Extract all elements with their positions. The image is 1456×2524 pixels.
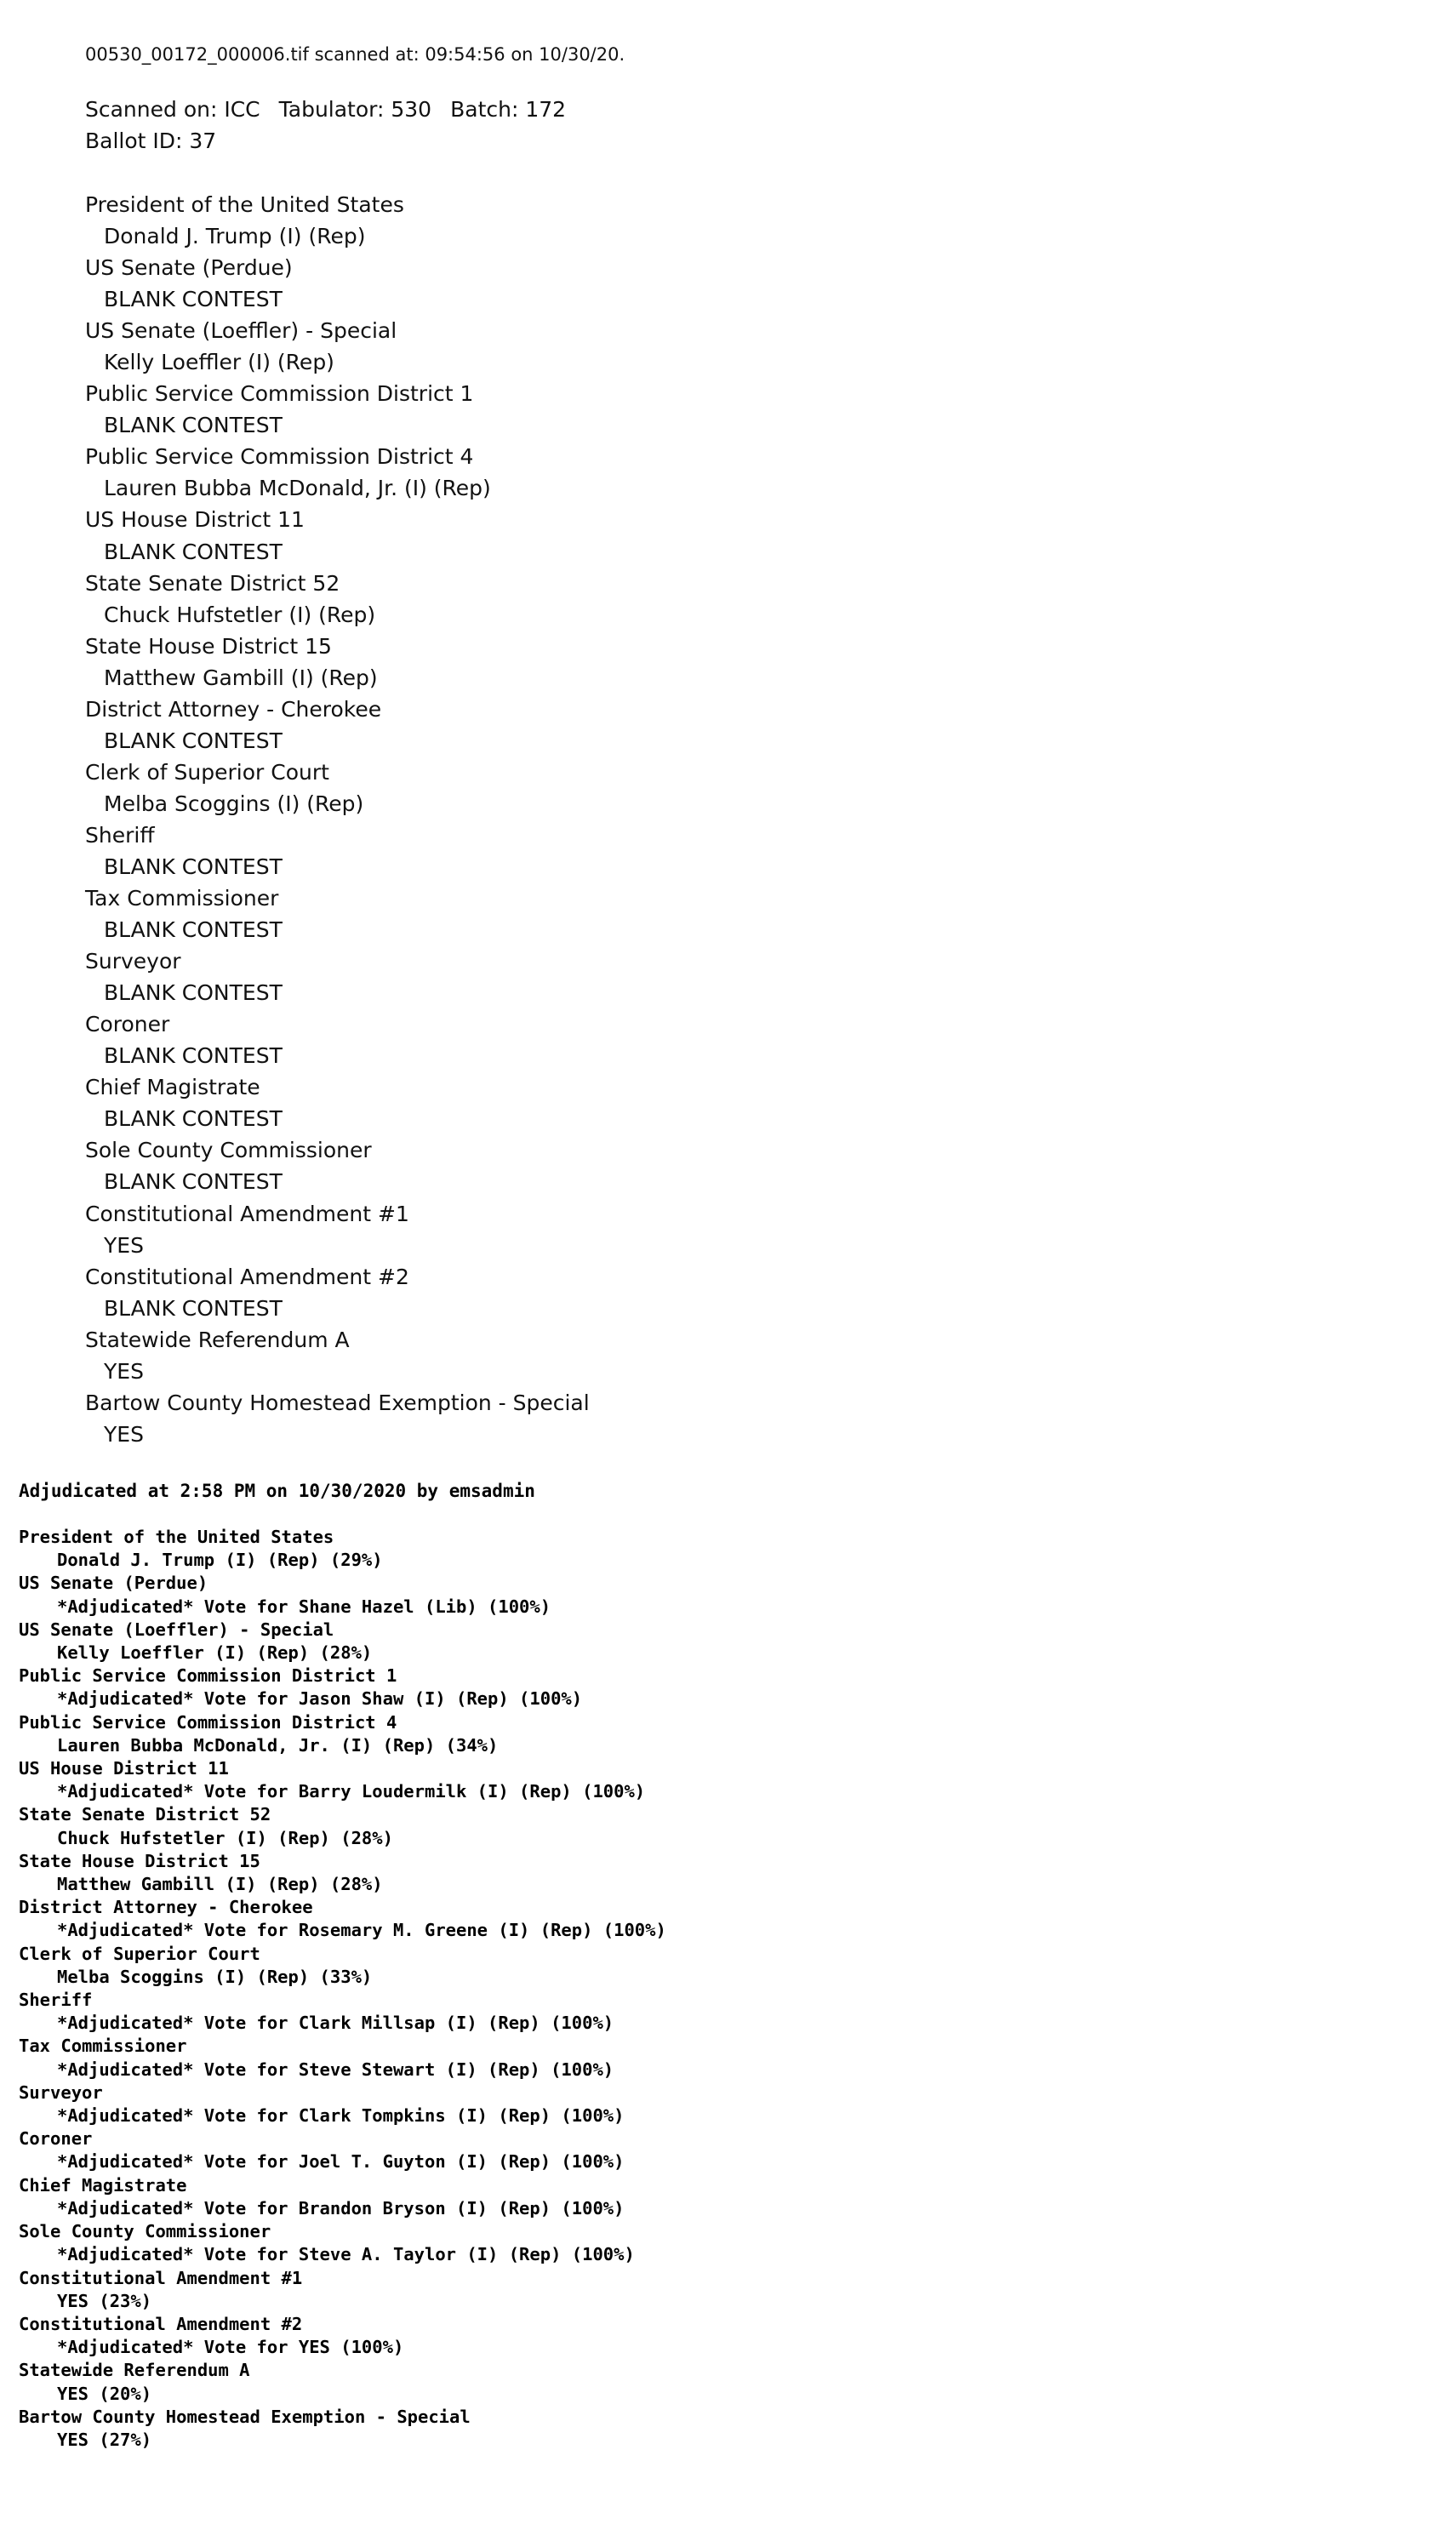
scan-contest-name: Chief Magistrate [85, 1075, 260, 1100]
adjudication-contest-name: Clerk of Superior Court [19, 1943, 260, 1964]
adjudication-contest-name: Constitutional Amendment #1 [19, 2267, 303, 2288]
scan-contest-name: Clerk of Superior Court [85, 759, 329, 785]
adjudication-contest-name: Constitutional Amendment #2 [19, 2313, 303, 2334]
scan-contest-name: Statewide Referendum A [85, 1327, 350, 1352]
adjudication-contest-choice: *Adjudicated* Vote for Clark Tompkins (I) (Rep) (100%) [57, 2105, 625, 2127]
adjudication-contest-choice: *Adjudicated* Vote for Barry Loudermilk (I) (Rep) (100%) [57, 1781, 646, 1802]
adjudication-contest-name: State Senate District 52 [19, 1804, 271, 1825]
adjudication-contest-name: US Senate (Loeffler) - Special [19, 1619, 334, 1640]
adjudication-contest-choice: *Adjudicated* Vote for Clark Millsap (I) (Rep) (100%) [57, 2013, 614, 2034]
scan-contest-name: Sheriff [85, 822, 155, 848]
adjudication-contest-choice: Matthew Gambill (I) (Rep) (28%) [57, 1874, 383, 1895]
adjudication-contest-choice: *Adjudicated* Vote for YES (100%) [57, 2337, 404, 2358]
adjudication-contest-choice: *Adjudicated* Vote for Shane Hazel (Lib) (100%) [57, 1596, 551, 1617]
scan-contest-choice: BLANK CONTEST [104, 1295, 283, 1321]
scan-meta-line [85, 94, 566, 125]
adjudication-contest-name: Chief Magistrate [19, 2174, 187, 2196]
adjudication-contest-name: Public Service Commission District 1 [19, 1665, 397, 1687]
adjudication-contest-name: Public Service Commission District 4 [19, 1711, 397, 1733]
scan-contest-name: US Senate (Perdue) [85, 255, 293, 281]
scan-contest-name: US Senate (Loeffler) - Special [85, 318, 397, 344]
adjudication-contest-choice: *Adjudicated* Vote for Joel T. Guyton (I) (Rep) (100%) [57, 2151, 625, 2173]
scan-contest-choice: BLANK CONTEST [104, 287, 283, 312]
ballot-id: Ballot ID: 37 [85, 128, 217, 153]
adjudication-contest-choice: YES (27%) [57, 2429, 152, 2450]
scan-contest-choice: BLANK CONTEST [104, 1043, 283, 1069]
scan-contest-name: Tax Commissioner [85, 886, 279, 911]
adjudication-header: Adjudicated at 2:58 PM on 10/30/2020 by emsadmin [19, 1481, 535, 1501]
adjudication-contest-name: US House District 11 [19, 1758, 229, 1779]
adjudication-contest-name: Bartow County Homestead Exemption - Special [19, 2406, 471, 2427]
scan-contest-choice: Chuck Hufstetler (I) (Rep) [104, 602, 376, 627]
adjudication-contest-choice: *Adjudicated* Vote for Brandon Bryson (I) (Rep) (100%) [57, 2197, 625, 2218]
scan-contest-name: Sole County Commissioner [85, 1138, 372, 1163]
scan-contest-choice: Lauren Bubba McDonald, Jr. (I) (Rep) [104, 476, 491, 501]
adjudication-contest-choice: Donald J. Trump (I) (Rep) (29%) [57, 1550, 383, 1571]
scan-contest-choice: YES [104, 1421, 144, 1447]
adjudication-contest-choice: Lauren Bubba McDonald, Jr. (I) (Rep) (34%) [57, 1734, 499, 1756]
adjudication-contest-choice: *Adjudicated* Vote for Steve Stewart (I) (Rep) (100%) [57, 2059, 614, 2080]
scan-contest-name: State Senate District 52 [85, 570, 340, 596]
scan-contest-name: US House District 11 [85, 507, 305, 533]
adjudication-contest-choice: Chuck Hufstetler (I) (Rep) (28%) [57, 1827, 393, 1848]
adjudication-contest-choice: YES (20%) [57, 2383, 152, 2404]
scan-contest-list [85, 189, 590, 1450]
scan-contest-name: Public Service Commission District 1 [85, 381, 474, 407]
scan-contest-name: Public Service Commission District 4 [85, 444, 474, 470]
scan-contest-choice: Donald J. Trump (I) (Rep) [104, 224, 366, 249]
scan-contest-name: Coroner [85, 1012, 170, 1037]
scan-contest-name: District Attorney - Cherokee [85, 696, 382, 722]
scan-contest-name: Surveyor [85, 949, 181, 974]
scan-contest-choice: BLANK CONTEST [104, 728, 283, 753]
scan-header: 00530_00172_000006.tif scanned at: 09:54:56 on 10/30/20. [85, 44, 625, 65]
adjudication-contest-name: President of the United States [19, 1527, 334, 1547]
scanned-on: Scanned on: ICC [85, 97, 260, 122]
scan-contest-choice: Matthew Gambill (I) (Rep) [104, 665, 378, 690]
adjudication-contest-name: Surveyor [19, 2081, 103, 2103]
scan-contest-name: Constitutional Amendment #2 [85, 1264, 409, 1289]
adjudication-contest-name: Sheriff [19, 1990, 93, 2011]
scan-contest-choice: BLANK CONTEST [104, 1106, 283, 1132]
scan-meta [85, 94, 566, 157]
adjudication-contest-choice: Kelly Loeffler (I) (Rep) (28%) [57, 1642, 373, 1664]
scan-contest-choice: BLANK CONTEST [104, 413, 283, 438]
tabulator: Tabulator: 530 [278, 97, 432, 122]
batch: Batch: 172 [450, 97, 567, 122]
scan-contest-choice: YES [104, 1358, 144, 1384]
scan-contest-choice: BLANK CONTEST [104, 854, 283, 879]
scan-contest-name: State House District 15 [85, 633, 332, 659]
scan-contest-choice: YES [104, 1232, 144, 1258]
adjudication-contest-choice: YES (23%) [57, 2290, 152, 2311]
adjudication-record [19, 1481, 1380, 2450]
adjudication-contest-name: Coroner [19, 2128, 93, 2150]
adjudication-contest-name: Sole County Commissioner [19, 2221, 271, 2242]
adjudication-contest-name: Tax Commissioner [19, 2036, 187, 2057]
adjudication-contest-choice: *Adjudicated* Vote for Steve A. Taylor (I) (Rep) (100%) [57, 2244, 635, 2265]
adjudication-contest-name: US Senate (Perdue) [19, 1573, 208, 1594]
adjudication-contest-choice: *Adjudicated* Vote for Rosemary M. Greene (I) (Rep) (100%) [57, 1920, 666, 1941]
adjudication-contest-name: Statewide Referendum A [19, 2360, 250, 2381]
adjudication-contest-name: District Attorney - Cherokee [19, 1897, 313, 1918]
scan-contest-choice: BLANK CONTEST [104, 539, 283, 564]
scan-contest-choice: Melba Scoggins (I) (Rep) [104, 791, 364, 816]
adjudication-contest-list [19, 1526, 666, 2452]
adjudication-contest-name: State House District 15 [19, 1850, 260, 1871]
scan-contest-choice: Kelly Loeffler (I) (Rep) [104, 350, 334, 375]
scan-contest-choice: BLANK CONTEST [104, 1169, 283, 1195]
adjudication-contest-choice: *Adjudicated* Vote for Jason Shaw (I) (Rep) (100%) [57, 1688, 583, 1710]
scan-contest-choice: BLANK CONTEST [104, 917, 283, 943]
adjudication-contest-choice: Melba Scoggins (I) (Rep) (33%) [57, 1966, 373, 1987]
scan-contest-name: Constitutional Amendment #1 [85, 1201, 409, 1226]
scan-contest-name: Bartow County Homestead Exemption - Special [85, 1390, 590, 1415]
scan-contest-choice: BLANK CONTEST [104, 980, 283, 1006]
scan-contest-name: President of the United States [85, 192, 404, 217]
